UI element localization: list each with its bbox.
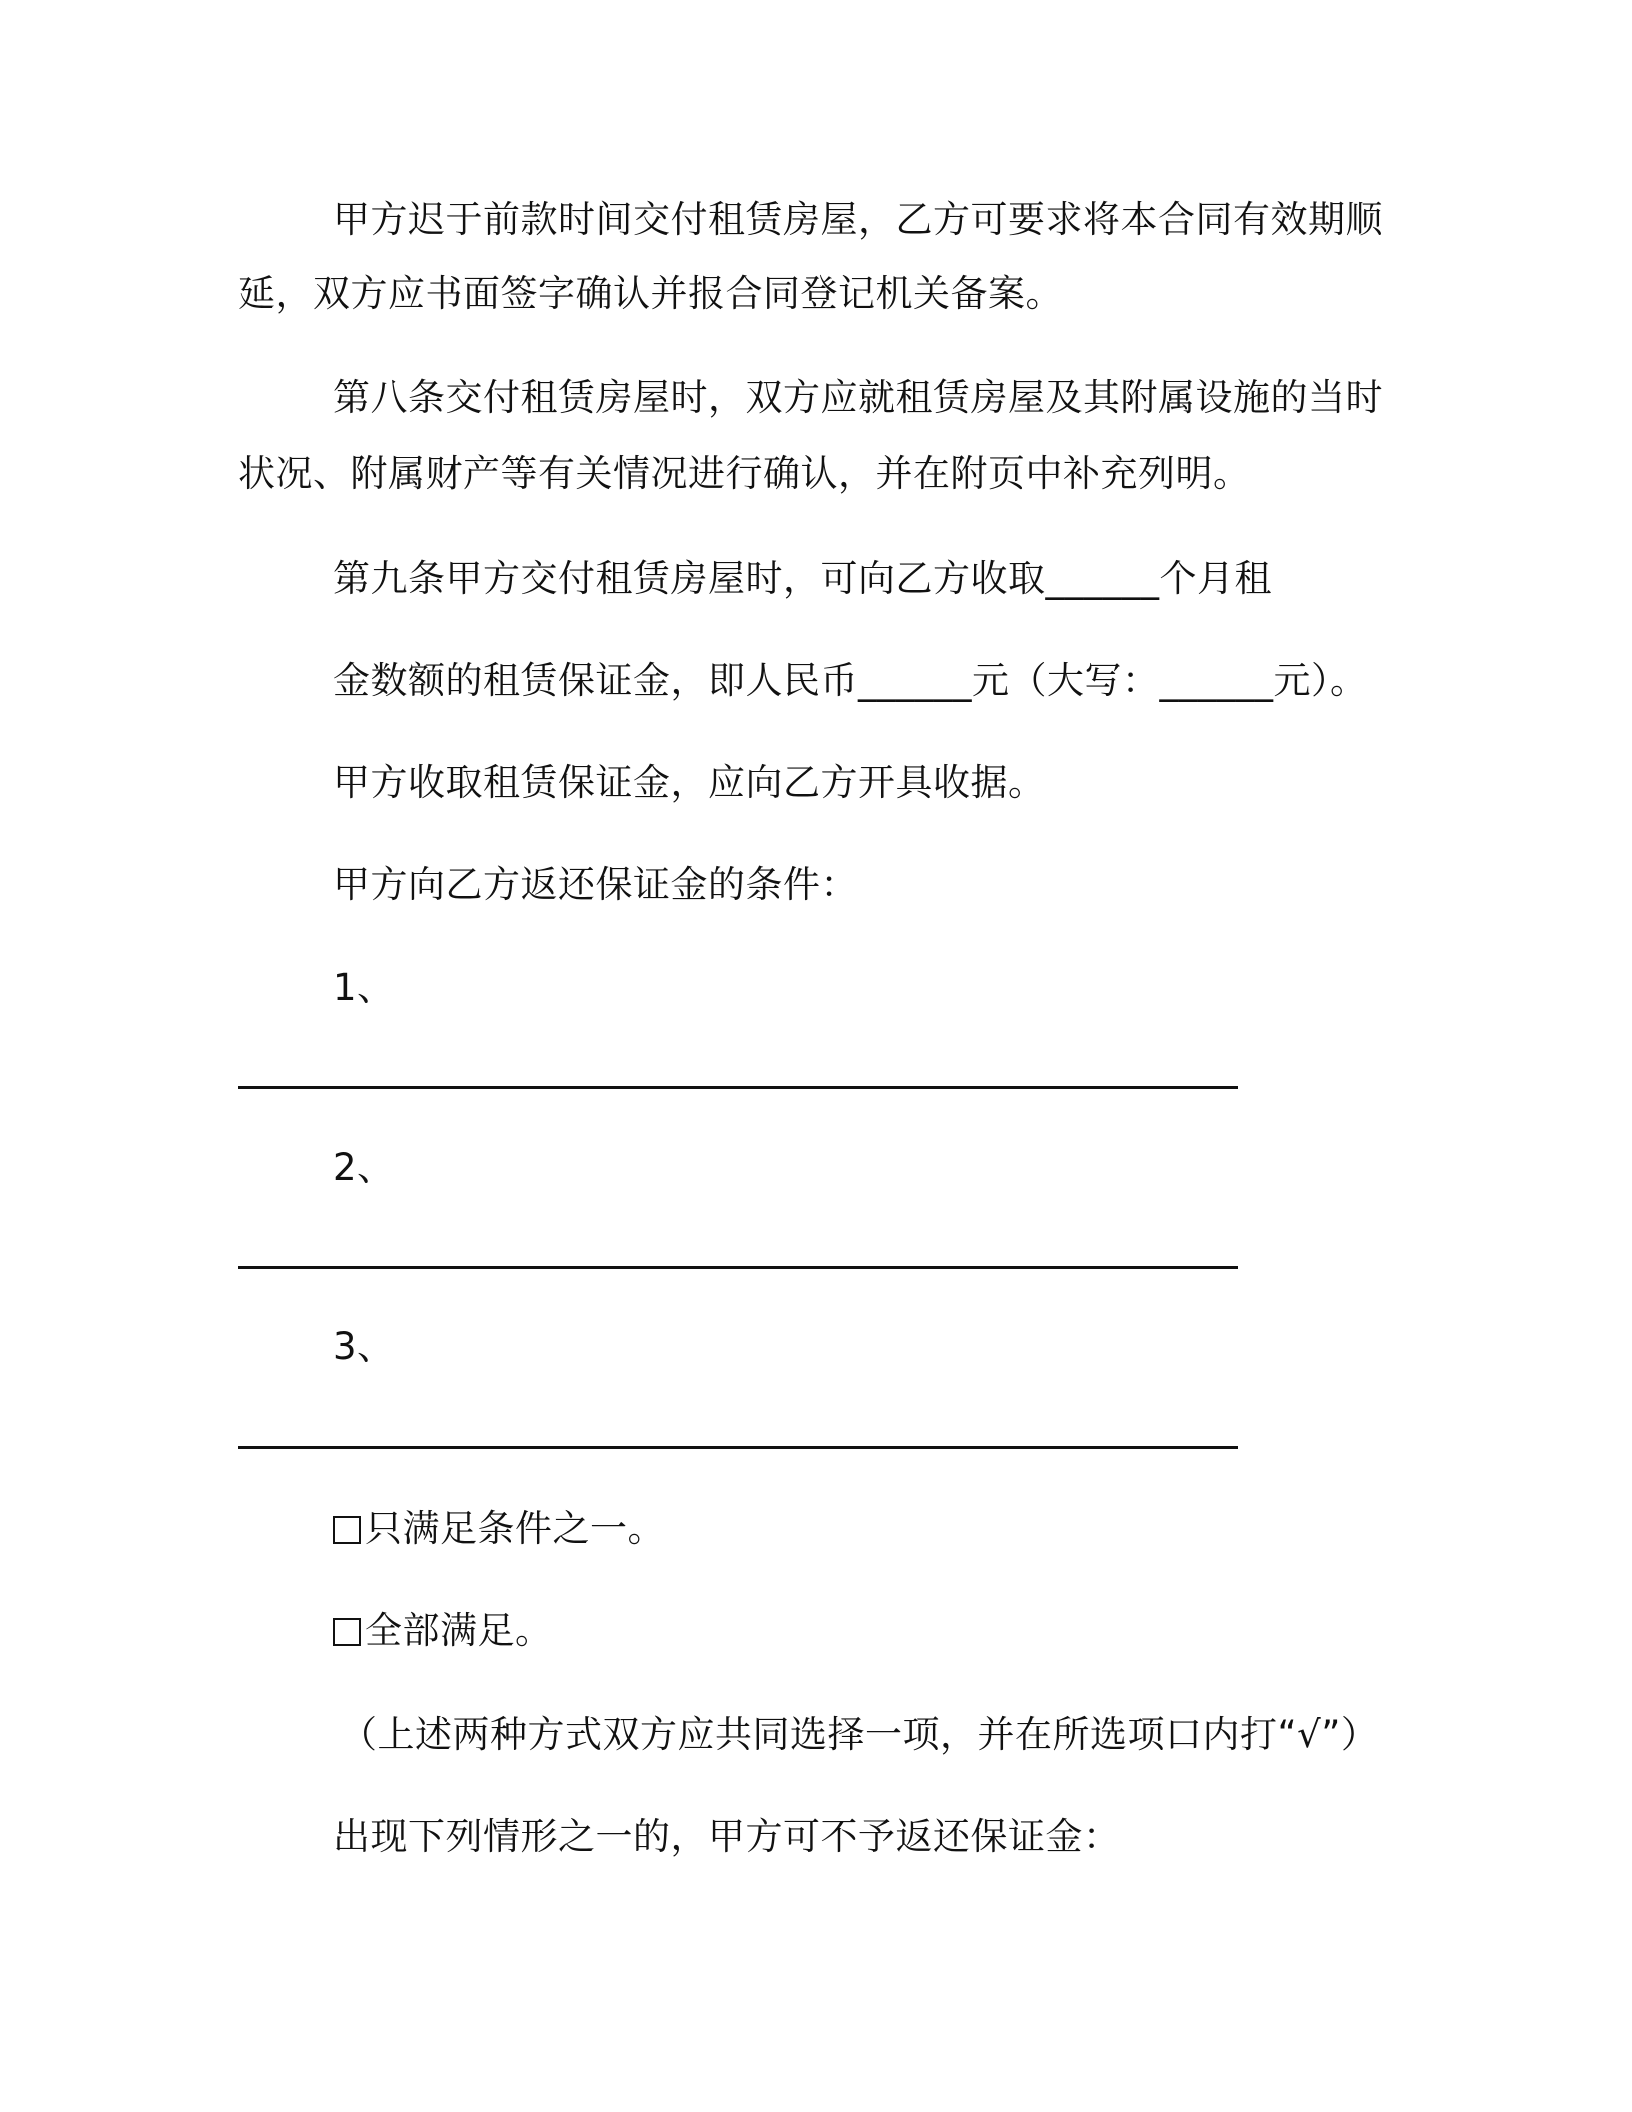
- receipt-line: 甲方收取租赁保证金，应向乙方开具收据。: [333, 761, 1046, 804]
- deposit-amount-line: 金数额的租赁保证金，即人民币______元（大写：______元）。: [333, 659, 1368, 702]
- checkbox-icon: [333, 1618, 361, 1646]
- option-one: [333, 1505, 665, 1553]
- option-two-label: 全部满足。: [365, 1609, 553, 1652]
- fill-in-blank-line: [238, 1266, 1238, 1269]
- option-two: [333, 1607, 553, 1655]
- return-conditions-heading: 甲方向乙方返还保证金的条件：: [333, 863, 858, 906]
- non-return-heading: 出现下列情形之一的，甲方可不予返还保证金：: [333, 1815, 1121, 1858]
- fill-in-blank-line: [238, 1086, 1238, 1089]
- paragraph-line: 延，双方应书面签字确认并报合同登记机关备案。: [238, 272, 1063, 315]
- paragraph-line: 甲方迟于前款时间交付租赁房屋，乙方可要求将本合同有效期顺: [333, 198, 1383, 241]
- checkbox-icon: [333, 1516, 361, 1544]
- condition-number: 1、: [333, 966, 395, 1009]
- option-one-label: 只满足条件之一。: [365, 1507, 665, 1550]
- condition-number: 3、: [333, 1325, 395, 1368]
- fill-in-blank-line: [238, 1446, 1238, 1449]
- selection-note: （上述两种方式双方应共同选择一项，并在所选项口内打“√”）: [340, 1713, 1379, 1756]
- article-9-line: 第九条甲方交付租赁房屋时，可向乙方收取______个月租: [333, 557, 1272, 600]
- paragraph-line: 状况、附属财产等有关情况进行确认，并在附页中补充列明。: [238, 452, 1251, 495]
- article-8-line: 第八条交付租赁房屋时，双方应就租赁房屋及其附属设施的当时: [333, 376, 1383, 419]
- condition-number: 2、: [333, 1146, 395, 1189]
